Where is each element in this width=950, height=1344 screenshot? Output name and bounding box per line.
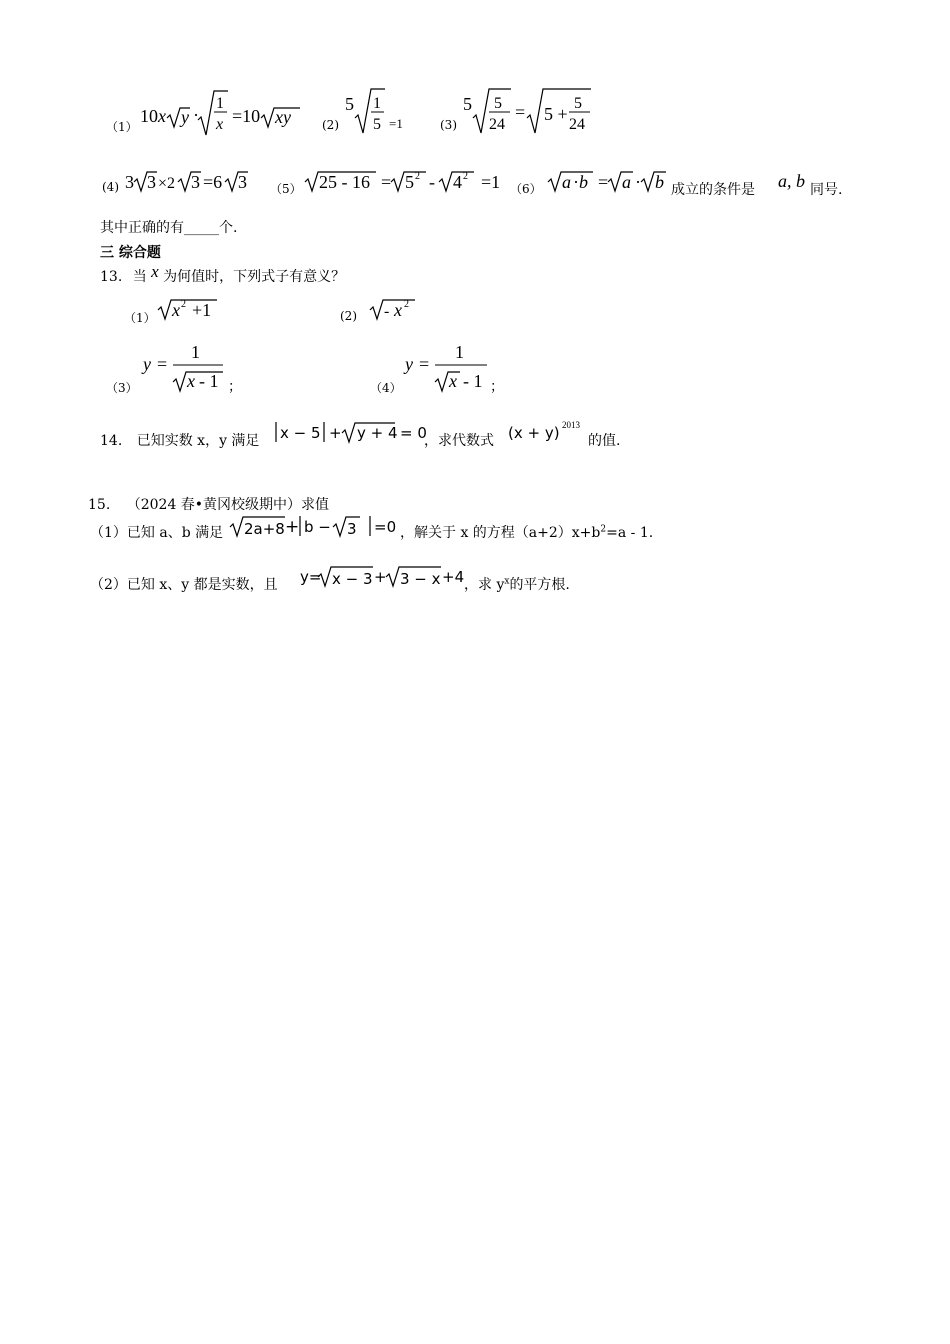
svg-text:+: +: [285, 517, 300, 537]
svg-text:5: 5: [494, 95, 502, 112]
q13-item3-label: （3）: [106, 381, 138, 395]
q15-part2-text-a: （2）已知 x、y 都是实数，且: [90, 577, 278, 593]
q13-item1-label: （1）: [124, 311, 156, 325]
q12-item3-label: (3): [440, 118, 457, 132]
svg-text:·: ·: [573, 172, 579, 192]
svg-text:4: 4: [453, 172, 462, 192]
q15-number: 15.: [88, 497, 111, 513]
q13-item4-suffix: ；: [490, 379, 504, 395]
q13-item1-formula: [158, 294, 228, 330]
svg-text:3: 3: [125, 172, 134, 192]
svg-text:x − 3: x − 3: [332, 570, 373, 588]
svg-text:=1: =1: [389, 116, 403, 131]
svg-text:y + 4: y + 4: [357, 424, 398, 442]
q15-part1-text-a: （1）已知 a、b 满足: [90, 525, 224, 541]
svg-text:3: 3: [147, 172, 156, 192]
svg-text:x: x: [187, 371, 195, 391]
q15-part2-text-b: ，求 y: [464, 577, 505, 593]
q15-stem: [88, 494, 329, 514]
svg-text:1: 1: [373, 95, 381, 112]
svg-text:3: 3: [238, 172, 247, 192]
svg-text:5: 5: [373, 116, 381, 133]
svg-text:y: y: [181, 107, 189, 127]
svg-text:+: +: [374, 568, 387, 586]
svg-text:=6: =6: [203, 172, 223, 192]
q15-part2-ask: [464, 574, 570, 594]
section-title: 三 综合题: [100, 245, 161, 261]
q15-source: （2024 春•黄冈校级期中）求值: [126, 497, 330, 513]
svg-text:b: b: [655, 172, 664, 192]
svg-text:2a+8: 2a+8: [244, 520, 285, 538]
q12-item3-formula: [463, 88, 603, 144]
svg-text:2: 2: [404, 299, 409, 310]
svg-text:y: y: [143, 354, 151, 374]
svg-text:=: =: [157, 354, 168, 374]
q12-item1-formula: [140, 88, 310, 144]
svg-text:a: a: [562, 172, 571, 192]
svg-text:-: -: [429, 172, 435, 192]
q14-expression: [508, 418, 568, 452]
q13-item4-label: （4）: [370, 381, 402, 395]
q13-text-b: 为何值时，下列式子有意义？: [163, 269, 346, 285]
q15-part1-sup: 2: [600, 524, 607, 535]
svg-text:x: x: [394, 300, 402, 320]
svg-text:=0: =0: [374, 518, 397, 536]
svg-text:1: 1: [191, 342, 200, 362]
svg-text:y: y: [405, 354, 413, 374]
svg-text:3: 3: [347, 520, 357, 538]
svg-text:=: =: [515, 102, 526, 122]
q13-stem: [100, 262, 346, 286]
svg-text:5: 5: [405, 172, 414, 192]
svg-text:5 +: 5 +: [544, 104, 568, 124]
svg-text:25 - 16: 25 - 16: [319, 172, 370, 192]
q12-item6-vars: a, b: [778, 171, 805, 191]
svg-text:2: 2: [415, 171, 420, 182]
svg-text:(x + y): (x + y): [508, 424, 560, 442]
svg-text:2: 2: [463, 171, 468, 182]
q15-part1-condition-formula: [230, 512, 400, 546]
svg-text:5: 5: [345, 94, 354, 114]
q14-text-c: 的值.: [588, 433, 621, 449]
q13-item2-formula: [370, 294, 420, 330]
q12-item4-formula: [125, 166, 265, 200]
svg-text:24: 24: [569, 116, 585, 133]
q12-item5-label: （5）: [270, 182, 302, 196]
svg-text:5: 5: [463, 94, 472, 114]
q14-condition-formula: [274, 418, 427, 452]
svg-text:·: ·: [193, 105, 199, 125]
svg-text:x: x: [216, 116, 224, 133]
q13-item4-formula: [405, 340, 497, 400]
svg-text:a: a: [622, 172, 631, 192]
q12-item6-condition: 成立的条件是: [671, 182, 755, 198]
svg-text:=: =: [419, 354, 430, 374]
q15-part1-equation: [400, 522, 653, 542]
q13-item3-suffix: ；: [228, 379, 242, 395]
q14-exponent: 2013: [562, 420, 580, 430]
q13-var: x: [151, 262, 159, 281]
q12-item6-label: （6）: [510, 182, 542, 196]
q12-item4-label: (4): [102, 180, 119, 194]
svg-text:x: x: [172, 300, 180, 320]
q14-text-a: 已知实数 x，y 满足: [136, 433, 260, 449]
svg-text:- 1: - 1: [199, 371, 219, 391]
q12-item1-label: （1）: [106, 120, 138, 134]
q13-text-a: 当: [132, 269, 147, 285]
q13-item3-formula: [143, 340, 233, 400]
svg-text:3 − x: 3 − x: [400, 570, 441, 588]
svg-text:- 1: - 1: [463, 371, 483, 391]
svg-text:×2: ×2: [158, 175, 176, 192]
svg-text:5: 5: [574, 95, 582, 112]
svg-text:=: =: [598, 172, 609, 192]
svg-text:xy: xy: [275, 107, 291, 127]
svg-text:+4: +4: [442, 568, 465, 586]
q14-stem: [100, 430, 259, 450]
svg-text:24: 24: [489, 116, 505, 133]
svg-text:-: -: [384, 303, 390, 320]
svg-text:+1: +1: [192, 300, 212, 320]
svg-text:·: ·: [635, 172, 641, 192]
q12-item6-same-sign: 同号.: [810, 182, 843, 198]
svg-text:1: 1: [216, 95, 224, 112]
svg-text:=1: =1: [481, 172, 501, 192]
svg-text:2: 2: [181, 299, 186, 310]
svg-text:+: +: [329, 424, 342, 442]
svg-text:3: 3: [191, 172, 200, 192]
svg-text:x − 5: x − 5: [280, 424, 321, 442]
svg-text:y=: y=: [300, 568, 322, 586]
svg-text:b: b: [579, 172, 588, 192]
q14-number: 14.: [100, 433, 123, 449]
svg-text:1: 1: [455, 342, 464, 362]
svg-text:b −: b −: [304, 518, 331, 536]
q13-number: 13.: [100, 269, 123, 285]
q15-part1-text-b: ，解关于 x 的方程（a+2）x+b: [400, 525, 601, 541]
q13-item2-label: (2): [340, 309, 357, 323]
q12-item5-formula: [305, 166, 505, 200]
svg-text:x: x: [449, 371, 457, 391]
q12-item6-formula: [548, 166, 670, 200]
q15-part2-text-c: 的平方根.: [509, 577, 570, 593]
q12-item2-label: (2): [322, 118, 339, 132]
svg-text:= 0: = 0: [400, 424, 427, 442]
q15-part2-sup: x: [504, 576, 510, 587]
q12-item2-formula: [345, 88, 415, 144]
svg-text:=: =: [381, 172, 392, 192]
svg-text:=10: =10: [232, 106, 261, 126]
q14-text-b: ，求代数式: [424, 433, 494, 449]
q12-conclusion: 其中正确的有_____个.: [100, 220, 238, 236]
q15-part1-text-c: =a - 1.: [606, 525, 654, 541]
svg-text:10x: 10x: [140, 106, 166, 126]
q15-part2-condition-formula: [300, 562, 465, 596]
